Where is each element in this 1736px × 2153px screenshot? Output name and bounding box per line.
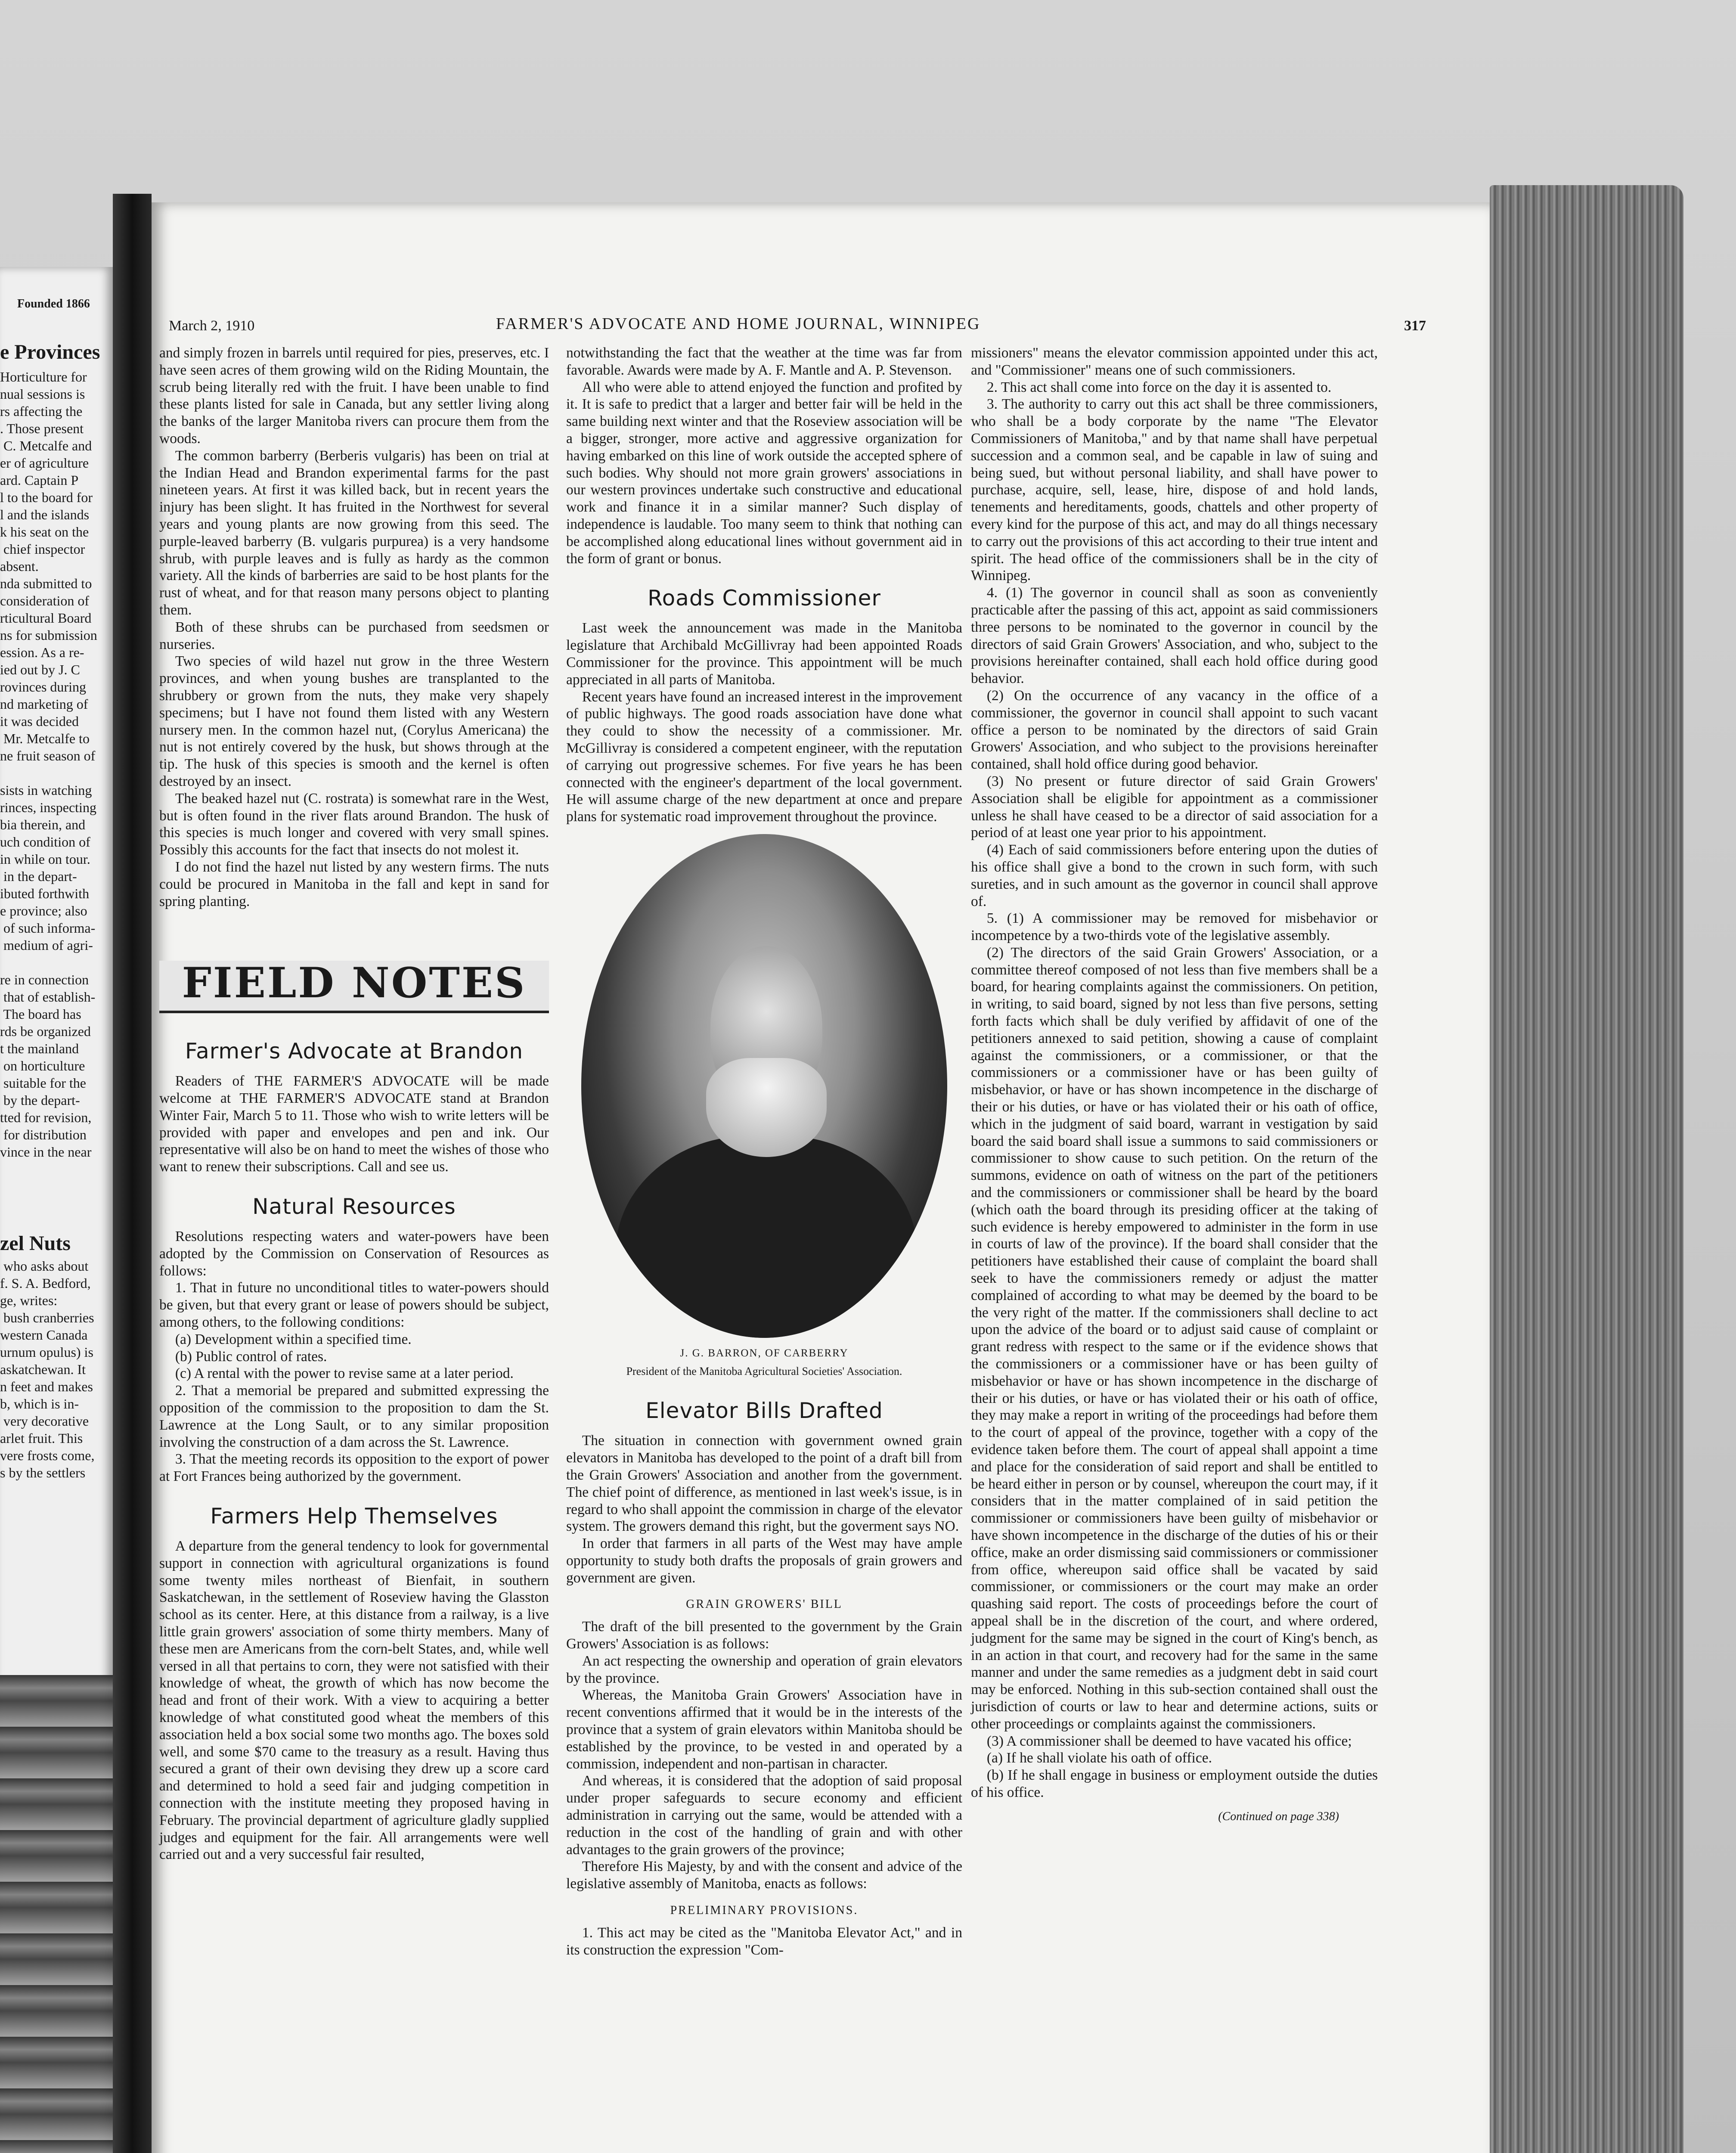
left-page-photo	[0, 1675, 113, 2153]
paragraph: (a) If he shall violate his oath of office.	[986, 1750, 1212, 1766]
paragraph: The situation in connection with government owned grain elevators in Manitoba has developed to the point of a draft bill from the Grain Growers' Association and another from the government. The chief point of difference, as mentioned in last week's issue, is in regard to who shall appoint the commission in charge of the elevator system. The growers demand this right, but the goverment says NO.	[566, 1433, 962, 1535]
left-page-text-middle: sists in watching rinces, inspecting bia therein, and uch condition of in while on tour. in the depart- ibuted forthwith e province; also of such informa- medium of agri- re in connection that of establish- The board has rds be organized t the mainland on horticulture suitable for the by the depart- tted for revision, for distribution vince in the near	[0, 782, 96, 1160]
paragraph: and simply frozen in barrels until required for pies, preserves, etc. I have seen acres of them growing wild on the Riding Mountain, the scrub being literally red with the fruit. I have been unable to find these plants listed for sale in Canada, but any settler living along the banks of the larger Manitoba rivers can procure them from the woods.	[159, 345, 549, 447]
paragraph: Both of these shrubs can be purchased from seedsmen or nurseries.	[159, 619, 549, 652]
paragraph: The draft of the bill presented to the government by the Grain Growers' Association is as follows:	[566, 1619, 962, 1652]
heading-preliminary-provisions: PRELIMINARY PROVISIONS.	[670, 1904, 859, 1917]
list-item: 3. That the meeting records its opposition to the export of power at Fort Frances being authorized by the government.	[159, 1451, 549, 1485]
paragraph: (4) Each of said commissioners before entering upon the duties of his office shall give a bond to the crown in such form, with such sureties, and in such amount as the governor in council shall approve of.	[971, 842, 1378, 909]
paragraph: 3. The authority to carry out this act shall be three commissioners, who shall be a body corporate by the name "The Elevator Commissioners of Manitoba," and by that name shall have perpetual succession and a common seal, and be capable in law of suing and being sued, but without personal liability, and shall have power to purchase, acquire, sell, lease, hire, dispose of and hold lands, tenements and hereditaments, goods, chattels and other property of every kind for the purpose of this act, and may do all things necessary to carry out the provisions of this act according to their true intent and spirit. The head office of the commissioners shall be in the city of Winnipeg.	[971, 396, 1378, 584]
list-item: 1. That in future no unconditional titles to water-powers should be given, but that every grant or lease of powers should be subject, among others, to the following conditions:	[159, 1280, 549, 1331]
left-page-text-top: Horticulture for nual sessions is rs affecting the . Those present C. Metcalfe and er of agriculture ard. Captain P l to the board for l and the islands k his seat on the chief inspector absent. nda submitted to consideration of rticultural Board ns for submission ession. As a re- ied out by J. C rovinces during nd marketing of it was decided Mr. Metcalfe to ne fruit season of	[0, 369, 97, 763]
column-1	[159, 344, 549, 1863]
paragraph: (2) The directors of the said Grain Growers' Association, or a committee thereof composed of not less than five members shall be a board, for hearing complaints against the commissioners. On petition, in writing, to said board, signed by not less than five persons, setting forth facts which shall be duly verified by affidavit of one of the petitioners annexed to said petition, showing a cause of complaint against the commissioners, or a commissioner, or that the commissioners or a commissioner have or has been guilty of misbehavior, or have or has shown incompetence in the discharge of their or his duties, or have or has violated their or his oath of office, which in the judgment of said board, warrant in vestigation by said board the said board shall issue a summons to said commissioners or commissioner to show cause to such petition. On the return of the summons, evidence on oath of witness on the part of the petitioners and the commissioners or commissioner shall be heard by the board (which oath the board through its presiding officer at the taking of such evidence is hereby empowered to administer in the form in use in courts of law of the province). If the board shall consider that the petitioners have established their cause of complaint the board shall seek to have the commissioners remedy or adjust the matter complained of according to what may be deemed by the board to be the very right of the matter. If the commissioners shall decline to act upon the advice of the board or to adjust said cause of complaint or grant redress with respect to the same or if the evidence shows that the commissioners or a commissioner have or has been guilty of misbehavior or have or has shown incompetence in the discharge of their or his duties, or have or has violated their or his oath of office, they may make a report in writing of the proceedings had before them to the court of appeal of the province, together with a copy of the evidence taken before them. The court of appeal shall appoint a time and place for the consideration of said report and shall be entitled to be heard either in person or by counsel, whereupon the court may, if it considers that in the matter complained of in said petition the commissioner or commissioners have been guilty of misbehavior or have shown incompetence in the discharge of the duties of his or their office, make an order dismissing said commissioners or commissioner from office, whereupon said office shall be vacated by said commissioner, or commissioners or the court may make an order quashing said report. The costs of proceedings before the court of appeal shall be in the discretion of the court, and where ordered, judgment for the same may be signed in the court of King's bench, as in an action in that court, and recovery had for the same in the same manner and under the same remedies as a judgment debt in said court may be enforced. Nothing in this sub-section contained shall oust the jurisdiction of courts or law to hear and determine actions, suits or other proceedings or complaints against the commissioners.	[971, 944, 1378, 1732]
left-page-text-nuts: who asks about f. S. A. Bedford, ge, writes: bush cranberries western Canada urnum opulus) is askatchewan. It n feet and makes b, which is in- very decorative arlet fruit. This vere frosts come, s by the settlers	[0, 1258, 95, 1480]
running-head	[169, 315, 1439, 344]
left-page-heading-provinces: e Provinces	[0, 341, 100, 363]
left-page	[0, 267, 113, 2153]
paragraph: In order that farmers in all parts of the West may have ample opportunity to study both drafts the proposals of grain growers and government are given.	[566, 1536, 962, 1586]
paragraph: (3) A commissioner shall be deemed to have vacated his office;	[986, 1733, 1352, 1749]
paragraph: 5. (1) A commissioner may be removed for misbehavior or incompetence by a two-thirds vote of the legislative assembly.	[971, 910, 1378, 944]
heading-natural-resources: Natural Resources	[252, 1194, 456, 1219]
heading-grain-growers-bill: GRAIN GROWERS' BILL	[686, 1598, 843, 1611]
heading-farmers-help: Farmers Help Themselves	[210, 1504, 498, 1529]
heading-brandon: Farmer's Advocate at Brandon	[185, 1039, 524, 1064]
list-item: (c) A rental with the power to revise same at a later period.	[175, 1365, 514, 1382]
paragraph: Recent years have found an increased interest in the improvement of public highways. The good roads association have done what they could to show the necessity of a commissioner. Mr. McGillivray is considered a competent engineer, with the reputation of carrying out progressive schemes. For five years he has been connected with the engineer's department of the local government. He will assume charge of the new department at once and prepare plans for systematic road improvement throughout the province.	[566, 689, 962, 825]
paragraph: Resolutions respecting waters and water-powers have been adopted by the Commission on Conservation of Resources as follows:	[159, 1229, 549, 1279]
paragraph: missioners" means the elevator commission appointed under this act, and "Commissioner" means one of such commissioners.	[971, 345, 1378, 378]
header-date: March 2, 1910	[169, 318, 255, 334]
column-2	[566, 344, 962, 1958]
paragraph: Therefore His Majesty, by and with the consent and advice of the legislative assembly of Manitoba, enacts as follows:	[566, 1858, 962, 1892]
list-item: (a) Development within a specified time.	[175, 1331, 412, 1347]
paragraph: And whereas, it is considered that the adoption of said proposal under proper safeguards to secure economy and efficient administration in carrying out the same, would be attended with a reduction in the cost of the handling of grain and with other advantages to the grain growers of the province;	[566, 1773, 962, 1858]
list-item: 2. That a memorial be prepared and submitted expressing the opposition of the commission to the proposition to dam the St. Lawrence at the Long Sault, or to any similar proposition involving the construction of a dam across the St. Lawrence.	[159, 1383, 549, 1450]
heading-elevator-bills: Elevator Bills Drafted	[645, 1398, 883, 1424]
left-page-heading-nuts: zel Nuts	[0, 1232, 71, 1255]
book-page-edges	[1490, 185, 1683, 2153]
book-gutter	[113, 194, 152, 2153]
continued-note: (Continued on page 338)	[1218, 1809, 1339, 1823]
paragraph: I do not find the hazel nut listed by any western firms. The nuts could be procured in Manitoba in the fall and kept in sand for spring planting.	[159, 859, 549, 909]
paragraph: All who were able to attend enjoyed the function and profited by it. It is safe to predict that a larger and better fair will be held in the same building next winter and that the Roseview association will be a bigger, stronger, more active and aggressive organization for having embarked on this line of work outside the accepted sphere of such bodies. Why should not more grain growers' associations in our western provinces undertake such constructive and educational work and finance it in a similar manner? Such display of independence is laudable. Too many seem to think that nothing can be accomplished along educational lines without government aid in the form of grant or bonus.	[566, 379, 962, 567]
page-number: 317	[1404, 318, 1426, 334]
paragraph: 4. (1) The governor in council shall as soon as conveniently practicable after the passing of this act, appoint as said commissioners three persons to be nominated to the governor in council by the directors of said Grain Growers' Association, and who, subject to the provisions hereinafter contained, shall each hold office during good behavior.	[971, 585, 1378, 687]
paragraph: (3) No present or future director of said Grain Growers' Association shall be eligible for appointment as a commissioner unless he shall have ceased to be a director of said association for a period of at least one year prior to his appointment.	[971, 773, 1378, 841]
portrait-figure	[566, 834, 962, 1380]
paragraph: Readers of THE FARMER'S ADVOCATE will be made welcome at THE FARMER'S ADVOCATE stand at Brandon Winter Fair, March 5 to 11. Those who wish to write letters will be provided with paper and envelopes and pen and ink. Our representative will also be on hand to meet the wishes of those who want to renew their subscriptions. Call and see us.	[159, 1073, 549, 1175]
column-3	[971, 344, 1378, 1825]
heading-roads-commissioner: Roads Commissioner	[648, 586, 881, 611]
left-page-founded: Founded 1866	[17, 297, 90, 310]
portrait-photo	[581, 834, 947, 1338]
paragraph: A departure from the general tendency to look for governmental support in connection with agricultural organizations is found some twenty miles northeast of Bienfait, in southern Saskatchewan, in the settlement of Roseview having the Glasston school as its center. Here, at this distance from a railway, is a live little grain growers' association of some thirty members. Many of these men are Americans from the corn-belt States, and, while well versed in all that pertains to corn, they were not satisfied with their knowledge of wheat, the growth of which has now become the head and front of their work. With a view to acquiring a better knowledge of what constituted good wheat the members of this association held a box social some two months ago. The boxes sold well, and some $70 came to the treasury as a result. Having thus secured a grant of their own devising they drew up a score card and determined to hold a seed fair and judging competition in connection with the institute meeting they proposed having in February. The provincial department of agriculture gladly supplied judges and equipment for the fair. All arrangements were well carried out and a very successful fair resulted,	[159, 1538, 549, 1863]
paragraph: notwithstanding the fact that the weather at the time was far from favorable. Awards were made by A. F. Mantle and A. P. Stevenson.	[566, 345, 962, 378]
field-notes-banner: FIELD NOTES	[159, 961, 549, 1013]
header-title: FARMER'S ADVOCATE AND HOME JOURNAL, WINNIPEG	[496, 315, 981, 333]
paragraph: Last week the announcement was made in the Manitoba legislature that Archibald McGillivray had been appointed Roads Commissioner for the province. This appointment will be much appreciated in all parts of Manitoba.	[566, 620, 962, 688]
paragraph: Two species of wild hazel nut grow in the three Western provinces, and when young bushes are transplanted to the shrubbery or grown from the nuts, they make very shapely specimens; but I have not found them listed with any Western nursery men. In the common hazel nut, (Corylus Americana) the nut is not entirely covered by the husk, but shows through at the tip. The husk of this species is smooth and the kernel is often destroyed by an insect.	[159, 653, 549, 789]
list-item: (b) Public control of rates.	[175, 1348, 327, 1365]
paragraph: The common barberry (Berberis vulgaris) has been on trial at the Indian Head and Brandon experimental farms for the past nineteen years. At first it was killed back, but in recent years the injury has been slight. It has fruited in the Northwest for several years and young plants are now growing from this seed. The purple-leaved barberry (B. vulgaris purpurea) is a very handsome shrub, with purple leaves and is fully as hardy as the common variety. All the kinds of barberries are said to be host plants for the rust of wheat, and for that reason many persons object to planting them.	[159, 447, 549, 618]
paragraph: An act respecting the ownership and operation of grain elevators by the province.	[566, 1653, 962, 1686]
paragraph: Whereas, the Manitoba Grain Growers' Association have in recent conventions affirmed that it would be in the interests of the province that a system of grain elevators within Manitoba should be established by the province, to be vested in and operated by a commission, independent and non-partisan in character.	[566, 1687, 962, 1772]
paragraph: 1. This act may be cited as the "Manitoba Elevator Act," and in its construction the expression "Com-	[566, 1924, 962, 1958]
paragraph: 2. This act shall come into force on the day it is assented to.	[986, 379, 1332, 395]
paragraph: (b) If he shall engage in business or employment outside the duties of his office.	[971, 1767, 1378, 1800]
paragraph: The beaked hazel nut (C. rostrata) is somewhat rare in the West, but is often found in the river flats around Brandon. The husk of this species is much longer and covered with very small spines. Possibly this accounts for the fact that insects do not molest it.	[159, 790, 549, 858]
portrait-caption-title: President of the Manitoba Agricultural Societies' Association.	[626, 1365, 902, 1377]
portrait-caption-name: J. G. BARRON, OF CARBERRY	[680, 1347, 849, 1359]
paragraph: (2) On the occurrence of any vacancy in the office of a commissioner, the governor in council shall appoint to such vacant office a person to be nominated by the directors of said Grain Growers' Association, and who subject to the provisions hereinafter contained, shall hold office during good behavior.	[971, 687, 1378, 772]
